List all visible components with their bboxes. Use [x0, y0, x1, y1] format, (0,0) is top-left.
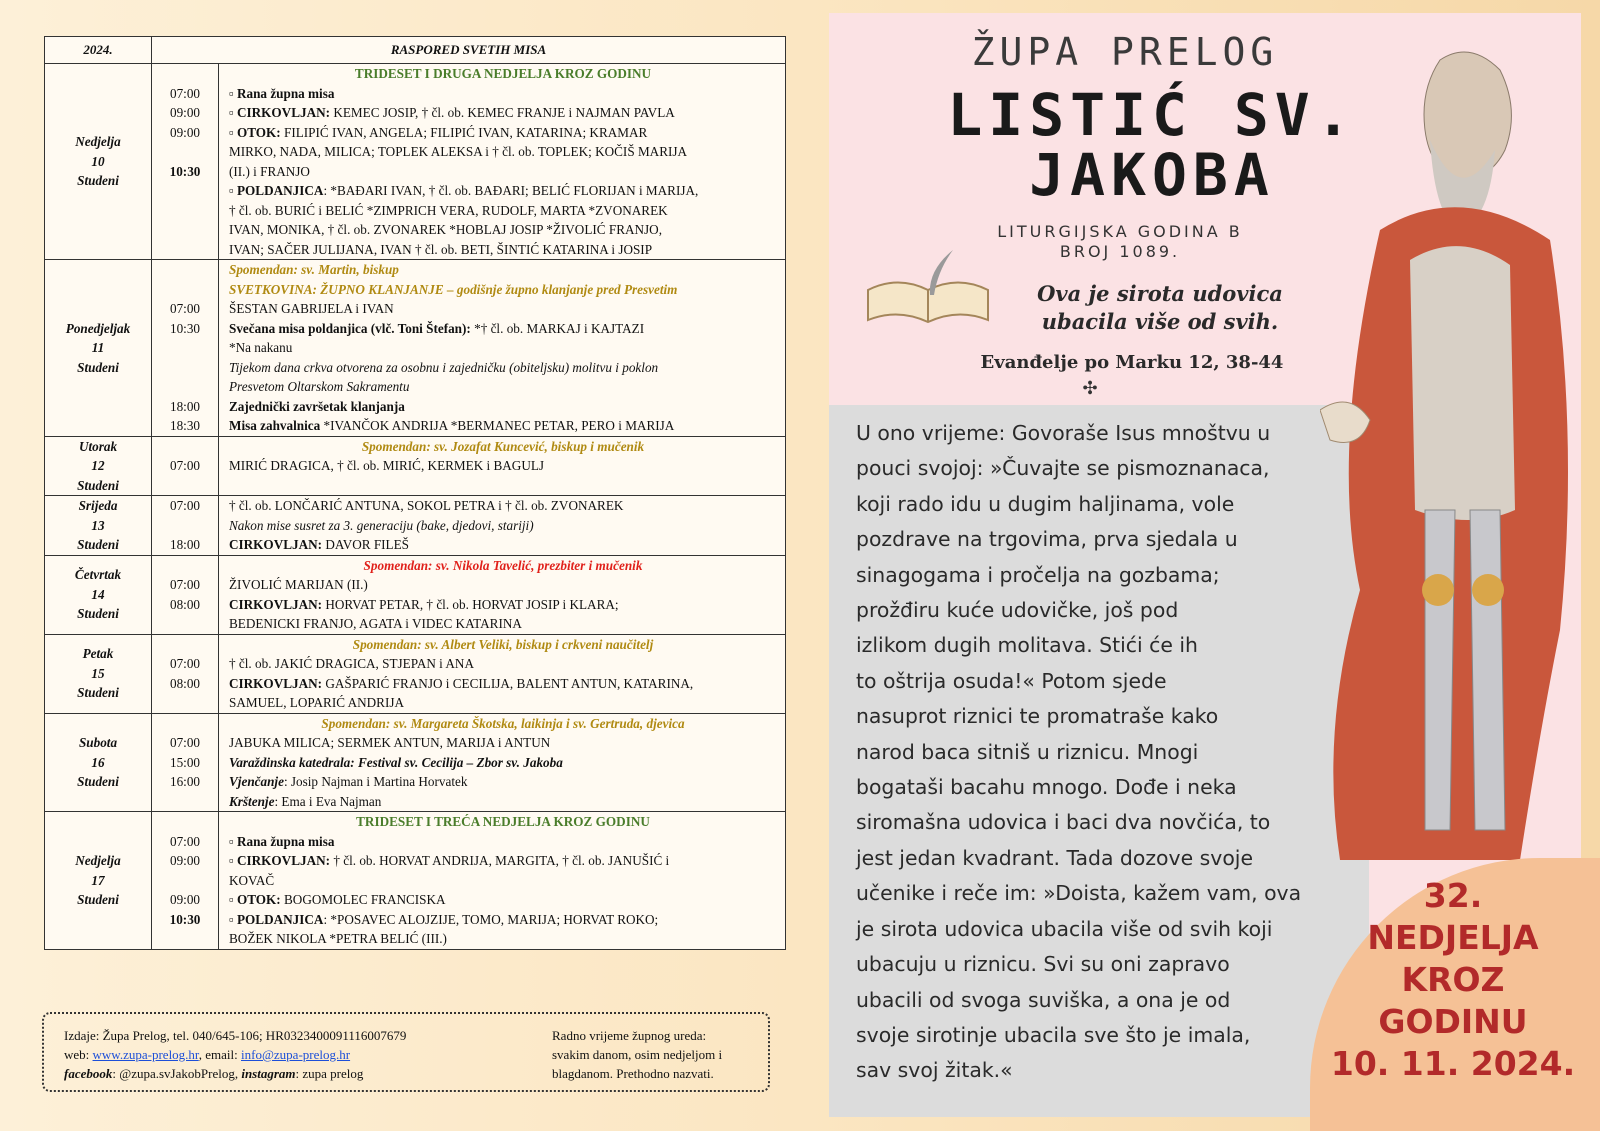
title-line-2: JAKOBA: [1029, 141, 1275, 209]
intention-line: [229, 162, 777, 182]
contact-line: [64, 1045, 406, 1064]
intention-line: [229, 832, 777, 852]
gospel-reading: [856, 416, 1376, 1089]
time-cell: [152, 713, 219, 812]
badge-line: 32.: [1423, 876, 1483, 915]
intention-line: [229, 299, 777, 319]
intentions-cell: [219, 812, 786, 950]
intentions-cell: [219, 713, 786, 812]
day-cell: [45, 634, 152, 713]
intention-line: [229, 851, 777, 871]
book-quill-icon: [858, 250, 998, 330]
reading-line: siromašna udovica i baci dva novčića, to: [856, 810, 1271, 835]
day-label: Nedjelja: [75, 134, 121, 150]
intention-text: † čl. ob. LONČARIĆ ANTUNA, SOKOL PETRA i † čl. ob. ZVONAREK: [229, 498, 624, 513]
intentions-cell: [219, 496, 786, 556]
intention-line: [229, 753, 777, 773]
intention-text: SVETKOVINA: ŽUPNO KLANJANJE – godišnje župno klanjanje pred Presvetim: [229, 281, 678, 297]
intention-label: ▫ Rana župna misa: [229, 833, 335, 849]
intention-text: ŽIVOLIĆ MARIJAN (II.): [229, 577, 368, 592]
mass-time: [152, 338, 218, 358]
intention-text: BEDENICKI FRANJO, AGATA i VIDEC KATARINA: [229, 616, 522, 631]
office-hours: [552, 1026, 722, 1083]
day-cell: [45, 260, 152, 437]
facebook-handle: : @zupa.svJakobPrelog,: [112, 1066, 242, 1081]
intention-text: *Na nakanu: [229, 340, 293, 355]
intention-text: Spomendan: sv. Nikola Tavelić, prezbiter i mučenik: [363, 557, 643, 573]
reading-line: jest jedan kvadrant. Tada dozove svoje: [856, 845, 1253, 870]
headline-quote: Ova je sirota udovica ubacila više od svih.: [1037, 281, 1283, 334]
reading-line: bogataši bacahu mnogo. Dođe i neka: [856, 775, 1237, 800]
mass-time: [152, 220, 218, 240]
mass-time: 08:00: [169, 596, 201, 612]
intentions-cell: [219, 634, 786, 713]
instagram-handle: : zupa prelog: [295, 1066, 364, 1081]
badge-line: GODINU: [1378, 1002, 1528, 1041]
intentions-cell: [219, 436, 786, 496]
day-label: 14: [91, 586, 105, 602]
mass-time: 09:00: [169, 124, 201, 140]
intention-line: [229, 496, 777, 516]
day-label: Petak: [82, 646, 114, 662]
email-link[interactable]: info@zupa-prelog.hr: [241, 1047, 351, 1062]
reading-line: učenike i reče im: »Doista, kažem vam, ova: [856, 881, 1302, 906]
newsletter-title: [892, 81, 1412, 209]
badge-line: KROZ: [1401, 960, 1505, 999]
intention-line: [229, 614, 777, 634]
schedule-heading: RASPORED SVETIH MISA: [152, 37, 786, 64]
mass-time: 16:00: [169, 774, 201, 789]
intention-line: [229, 240, 777, 260]
intention-text: : Josip Najman i Martina Horvatek: [283, 774, 468, 789]
mass-time: [152, 260, 218, 280]
intention-label: ▫ OTOK:: [229, 124, 281, 140]
intention-text: IVAN, MONIKA, † čl. ob. ZVONAREK *HOBLAJ JOSIP *ŽIVOLIĆ FRANJO,: [229, 222, 662, 237]
intention-line: [229, 358, 777, 378]
website-link[interactable]: www.zupa-prelog.hr: [92, 1047, 199, 1062]
intention-text: Nakon mise susret za 3. generaciju (bake, djedovi, stariji): [229, 517, 534, 533]
intention-line: [229, 792, 777, 812]
publisher-line: Izdaje: Župa Prelog, tel. 040/645-106; HR0323400091116007679: [64, 1028, 407, 1043]
mass-time: [152, 714, 218, 734]
intention-text: ŠESTAN GABRIJELA i IVAN: [229, 301, 394, 316]
intention-text: MIRIĆ DRAGICA, † čl. ob. MIRIĆ, KERMEK i BAGULJ: [229, 458, 545, 473]
intention-line: [229, 220, 777, 240]
reading-line: sav svoj žitak.«: [856, 1058, 1013, 1083]
mass-time: 07:00: [169, 85, 201, 101]
intention-line: [229, 733, 777, 753]
intention-line: [229, 871, 777, 891]
liturgical-info: [930, 222, 1310, 262]
web-label: web:: [64, 1047, 93, 1062]
office-hours-line: svakim danom, osim nedjeljom i: [552, 1047, 723, 1062]
mass-time: [152, 693, 218, 713]
mass-time: 18:00: [169, 398, 201, 414]
intention-line: [229, 929, 777, 949]
reading-line: prožđiru kuće udovičke, još pod: [856, 598, 1179, 623]
intention-line: [229, 575, 777, 595]
intention-line: [229, 103, 777, 123]
day-label: Studeni: [77, 774, 119, 789]
email-label: , email:: [198, 1047, 241, 1062]
mass-time: 07:00: [169, 498, 201, 513]
badge-line: 10. 11. 2024.: [1330, 1044, 1576, 1083]
day-label: Studeni: [77, 359, 119, 375]
intention-text: Zajednički završetak klanjanja: [229, 398, 405, 414]
reading-line: ubacuju u riznicu. Svi su oni zapravo: [856, 952, 1230, 977]
mass-time: [152, 240, 218, 260]
table-header-row: [45, 37, 786, 64]
intention-text: : Ema i Eva Najman: [274, 793, 382, 809]
reading-line: je sirota udovica ubacila više od svih koji: [856, 916, 1273, 941]
day-label: Studeni: [77, 606, 119, 622]
intention-text: *IVANČOK ANDRIJA *BERMANEC PETAR, PERO i MARIJA: [320, 418, 675, 433]
day-row: [45, 713, 786, 812]
intention-text: † čl. ob. BURIĆ i BELIĆ *ZIMPRICH VERA, RUDOLF, MARTA *ZVONAREK: [229, 202, 668, 218]
title-line-1: LISTIĆ SV.: [947, 81, 1357, 149]
intention-text: TRIDESET I TREĆA NEDJELJA KROZ GODINU: [356, 814, 650, 829]
intention-text: Spomendan: sv. Margareta Škotska, laikinja i sv. Gertruda, djevica: [321, 715, 685, 731]
intention-line: [229, 516, 777, 536]
facebook-label: facebook: [64, 1066, 113, 1081]
cross-ornament-icon: ✣: [1082, 378, 1098, 398]
intention-line: [229, 338, 777, 358]
day-label: Utorak: [78, 438, 118, 454]
intention-line: [229, 910, 777, 930]
reading-line: koji rado idu u dugim haljinama, vole: [856, 491, 1235, 516]
intention-label: Vjenčanje: [229, 774, 284, 789]
intention-label: Krštenje: [229, 793, 275, 809]
intention-text: BOGOMOLEC FRANCISKA: [280, 892, 446, 907]
day-cell: [45, 812, 152, 950]
day-label: 16: [91, 754, 105, 770]
day-row: [45, 64, 786, 260]
mass-time: [152, 64, 218, 84]
intention-text: KOVAČ: [229, 872, 275, 888]
mass-time: 10:30: [169, 163, 201, 179]
intentions-cell: [219, 64, 786, 260]
gospel-reference: Evanđelje po Marku 12, 38-44: [980, 352, 1284, 373]
mass-time: [152, 280, 218, 300]
mass-time: 07:00: [169, 833, 201, 849]
day-row: [45, 496, 786, 556]
mass-time: [152, 929, 218, 949]
reading-line: nasuprot riznici te promatraše kako: [856, 704, 1219, 729]
intention-text: *† čl. ob. MARKAJ i KAJTAZI: [470, 320, 645, 336]
intention-line: [229, 635, 777, 655]
day-label: Nedjelja: [75, 853, 121, 868]
intentions-cell: [219, 555, 786, 634]
publisher-info: [64, 1026, 406, 1083]
intentions-cell: [219, 260, 786, 437]
day-label: 17: [91, 872, 105, 888]
intention-line: [229, 142, 777, 162]
day-label: Subota: [78, 735, 118, 750]
mass-time: 09:00: [169, 892, 201, 907]
intention-text: SAMUEL, LOPARIĆ ANDRIJA: [229, 695, 405, 710]
mass-time: 18:00: [169, 537, 201, 552]
intention-line: [229, 556, 777, 576]
intention-line: [229, 693, 777, 713]
intention-text: JABUKA MILICA; SERMEK ANTUN, MARIJA i ANTUN: [229, 735, 551, 750]
intention-text: Spomendan: sv. Martin, biskup: [229, 262, 399, 277]
intention-line: [229, 319, 777, 339]
mass-time: [152, 358, 218, 378]
intention-text: HORVAT PETAR, † čl. ob. HORVAT JOSIP i KLARA;: [322, 596, 619, 612]
mass-time: [152, 142, 218, 162]
intention-text: DAVOR FILEŠ: [322, 537, 410, 552]
issue-number: BROJ 1089.: [1059, 242, 1181, 261]
day-cell: [45, 436, 152, 496]
mass-time: [152, 201, 218, 221]
mass-time: 10:30: [169, 911, 201, 927]
intention-line: [229, 181, 777, 201]
day-label: Srijeda: [78, 498, 118, 513]
reading-line: svoje sirotinje ubacila sve što je imala,: [856, 1022, 1251, 1047]
mass-time: 07:00: [169, 458, 201, 473]
day-row: [45, 634, 786, 713]
mass-time: 07:00: [169, 656, 201, 671]
intention-line: [229, 416, 777, 436]
intention-text: † čl. ob. HORVAT ANDRIJA, MARGITA, † čl. ob. JANUŠIĆ i: [330, 853, 670, 868]
time-cell: [152, 436, 219, 496]
mass-time: [152, 516, 218, 536]
instagram-label: instagram: [241, 1066, 296, 1081]
intention-text: Tijekom dana crkva otvorena za osobnu i zajedničku (obiteljsku) molitvu i poklon: [229, 359, 659, 375]
intention-line: [229, 280, 777, 300]
day-cell: [45, 555, 152, 634]
mass-time: [152, 476, 218, 496]
intention-text: FILIPIĆ IVAN, ANGELA; FILIPIĆ IVAN, KATARINA; KRAMAR: [280, 124, 648, 140]
intention-line: [229, 456, 777, 476]
office-hours-line: blagdanom. Prethodno nazvati.: [552, 1066, 714, 1081]
time-cell: [152, 64, 219, 260]
intention-line: [229, 714, 777, 734]
mass-time: [152, 437, 218, 457]
mass-time: 07:00: [169, 735, 201, 750]
sunday-badge-text: [1318, 875, 1588, 1085]
reading-line: izlikom dugih molitava. Stići će ih: [856, 633, 1198, 658]
year-cell: 2024.: [45, 37, 152, 64]
day-label: Studeni: [77, 537, 119, 552]
time-cell: [152, 260, 219, 437]
mass-schedule-table: [44, 36, 786, 950]
intention-line: [229, 260, 777, 280]
day-row: [45, 812, 786, 950]
time-cell: [152, 555, 219, 634]
liturgical-year: LITURGIJSKA GODINA B: [997, 222, 1243, 241]
day-label: Četvrtak: [74, 567, 122, 583]
intention-line: [229, 201, 777, 221]
reading-line: U ono vrijeme: Govoraše Isus mnoštvu u: [856, 421, 1271, 445]
intention-text: Spomendan: sv. Jozafat Kuncević, biskup i mučenik: [361, 438, 645, 454]
intention-text: GAŠPARIĆ FRANJO i CECILIJA, BALENT ANTUN, KATARINA,: [322, 675, 694, 691]
intention-label: Misa zahvalnica: [229, 418, 321, 433]
intention-text: BOŽEK NIKOLA *PETRA BELIĆ (III.): [229, 931, 447, 946]
mass-time: [152, 181, 218, 201]
day-label: Studeni: [77, 685, 119, 701]
day-label: 13: [91, 517, 105, 533]
reading-line: pouci svojoj: »Čuvajte se pismoznanaca,: [856, 456, 1270, 481]
time-cell: [152, 634, 219, 713]
intention-label: ▫ CIRKOVLJAN:: [229, 105, 331, 120]
intention-text: † čl. ob. JAKIĆ DRAGICA, STJEPAN i ANA: [229, 656, 474, 671]
day-cell: [45, 496, 152, 556]
intention-line: [229, 595, 777, 615]
reading-line: narod baca sitniš u riznicu. Mnogi: [856, 739, 1199, 764]
day-row: [45, 436, 786, 496]
intention-label: CIRKOVLJAN:: [229, 596, 323, 612]
intention-label: CIRKOVLJAN:: [229, 537, 323, 552]
mass-time: 18:30: [169, 418, 201, 433]
mass-time: [152, 812, 218, 832]
social-line: [64, 1064, 406, 1083]
intention-text: IVAN; SAČER JULIJANA, IVAN † čl. ob. BETI, ŠINTIĆ KATARINA i JOSIP: [229, 241, 653, 257]
reading-line: sinagogama i pročelja na gozbama;: [856, 562, 1220, 587]
mass-time: [152, 556, 218, 576]
day-label: Ponedjeljak: [65, 320, 131, 336]
time-cell: [152, 812, 219, 950]
time-cell: [152, 496, 219, 556]
intention-line: [229, 84, 777, 104]
mass-time: 07:00: [169, 301, 201, 316]
intention-line: [229, 123, 777, 143]
intention-text: : *POSAVEC ALOJZIJE, TOMO, MARIJA; HORVAT ROKO;: [323, 911, 659, 927]
reading-line: to oštrija osuda!« Potom sjede: [856, 668, 1167, 693]
mass-time: [152, 871, 218, 891]
mass-time: [152, 377, 218, 397]
intention-text: TRIDESET I DRUGA NEDJELJA KROZ GODINU: [354, 66, 652, 81]
mass-time: 10:30: [169, 320, 201, 336]
mass-time: [152, 635, 218, 655]
day-cell: [45, 64, 152, 260]
publisher-footer: [42, 1012, 770, 1092]
intention-line: [229, 890, 777, 910]
intention-label: ▫ CIRKOVLJAN:: [229, 853, 331, 868]
intention-label: CIRKOVLJAN:: [229, 675, 323, 691]
intention-label: ▫ POLDANJICA: [229, 911, 324, 927]
day-label: 12: [91, 458, 105, 473]
intention-line: [229, 535, 777, 555]
day-label: 11: [91, 340, 105, 355]
badge-line: NEDJELJA: [1367, 918, 1539, 957]
day-label: 10: [91, 153, 105, 169]
day-cell: [45, 713, 152, 812]
intention-text: MIRKO, NADA, MILICA; TOPLEK ALEKSA i † čl. ob. TOPLEK; KOČIŠ MARIJA: [229, 144, 688, 159]
intention-line: [229, 397, 777, 417]
intention-text: Spomendan: sv. Albert Veliki, biskup i crkveni naučitelj: [352, 636, 654, 652]
intention-text: Varaždinska katedrala: Festival sv. Cecilija – Zbor sv. Jakoba: [229, 754, 563, 770]
intention-line: [229, 64, 777, 84]
mass-time: 08:00: [169, 675, 201, 691]
intention-line: [229, 772, 777, 792]
intention-line: [229, 654, 777, 674]
mass-time: [152, 792, 218, 812]
office-hours-line: Radno vrijeme župnog ureda:: [552, 1028, 707, 1043]
mass-time: 15:00: [169, 754, 201, 770]
mass-time: [152, 614, 218, 634]
intention-line: [229, 674, 777, 694]
intention-label: ▫ OTOK:: [229, 892, 281, 907]
intention-label: Svečana misa poldanjica (vlč. Toni Štefan):: [229, 320, 471, 336]
intention-line: [229, 377, 777, 397]
day-row: [45, 260, 786, 437]
day-label: Studeni: [77, 173, 119, 189]
reading-line: ubacili od svoga suviška, a ona je od: [856, 987, 1231, 1012]
intention-label: ▫ Rana župna misa: [229, 85, 335, 101]
intention-line: [229, 812, 777, 832]
intention-text: (II.) i FRANJO: [229, 163, 310, 179]
mass-time: 07:00: [169, 577, 201, 592]
day-label: Studeni: [77, 477, 119, 493]
reading-line: pozdrave na trgovima, prva sjedala u: [856, 527, 1238, 552]
intention-text: Presvetom Oltarskom Sakramentu: [229, 379, 410, 394]
intention-line: [229, 437, 777, 457]
parish-name: ŽUPA PRELOG: [971, 30, 1279, 74]
intention-text: KEMEC JOSIP, † čl. ob. KEMEC FRANJE i NAJMAN PAVLA: [330, 105, 675, 120]
day-label: 15: [91, 665, 105, 681]
intention-line: [229, 476, 777, 496]
mass-time: 09:00: [169, 853, 201, 868]
intention-text: : *BAĐARI IVAN, † čl. ob. BAĐARI; BELIĆ FLORIJAN i MARIJA,: [323, 183, 699, 198]
intention-label: ▫ POLDANJICA: [229, 183, 324, 198]
day-row: [45, 555, 786, 634]
day-label: Studeni: [77, 892, 119, 907]
mass-time: 09:00: [169, 105, 201, 120]
